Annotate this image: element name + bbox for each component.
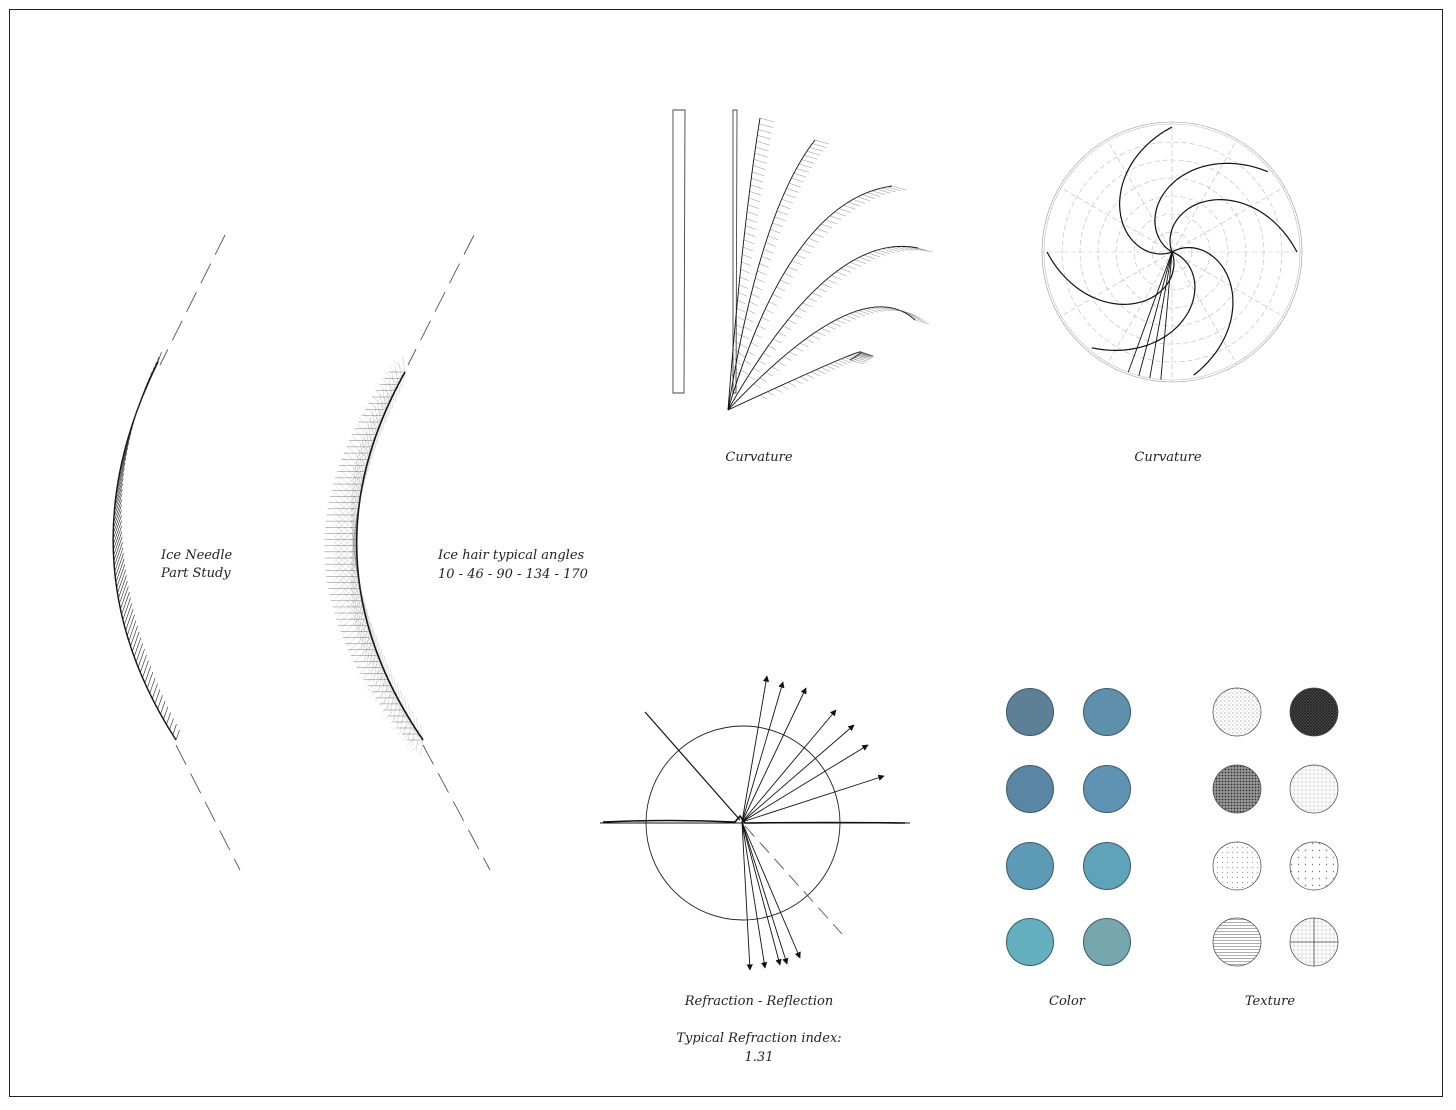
curvature-polar-caption: Curvature xyxy=(1134,450,1202,465)
refraction-index-label: Typical Refraction index: xyxy=(676,1031,842,1046)
texture-light-dots xyxy=(1213,842,1261,890)
color-swatch-1 xyxy=(1006,688,1054,736)
curvature-fan xyxy=(673,110,932,410)
curvature-polar xyxy=(1042,122,1302,382)
texture-horizontal-lines xyxy=(1213,918,1261,966)
color-swatch-7 xyxy=(1006,918,1054,966)
color-swatch-5 xyxy=(1006,842,1054,890)
refraction-caption: Refraction - Reflection xyxy=(684,994,834,1009)
color-swatch-3 xyxy=(1006,765,1054,813)
texture-swatches xyxy=(1213,688,1338,966)
color-swatch-8 xyxy=(1083,918,1131,966)
color-caption: Color xyxy=(1049,994,1085,1009)
texture-light-grid xyxy=(1290,765,1338,813)
ice-hair-caption-line2: 10 - 46 - 90 - 134 - 170 xyxy=(438,567,588,582)
texture-dense-crosshatch xyxy=(1290,688,1338,736)
refraction-index-value: 1.31 xyxy=(744,1050,774,1065)
ice-hair-caption-line1: Ice hair typical angles xyxy=(438,548,585,563)
color-swatch-6 xyxy=(1083,842,1131,890)
color-swatch-2 xyxy=(1083,688,1131,736)
texture-dense-stipple xyxy=(1213,765,1261,813)
ice-needle-caption-line2: Part Study xyxy=(161,566,231,581)
ice-needle-caption-line1: Ice Needle xyxy=(161,548,233,563)
color-swatch-4 xyxy=(1083,765,1131,813)
curvature-fan-caption: Curvature xyxy=(725,450,793,465)
texture-quadrant-lines xyxy=(1290,918,1338,966)
refraction-diagram xyxy=(600,676,910,970)
texture-caption: Texture xyxy=(1244,994,1296,1009)
texture-sparse-dots xyxy=(1290,842,1338,890)
texture-fine-stipple xyxy=(1213,688,1261,736)
